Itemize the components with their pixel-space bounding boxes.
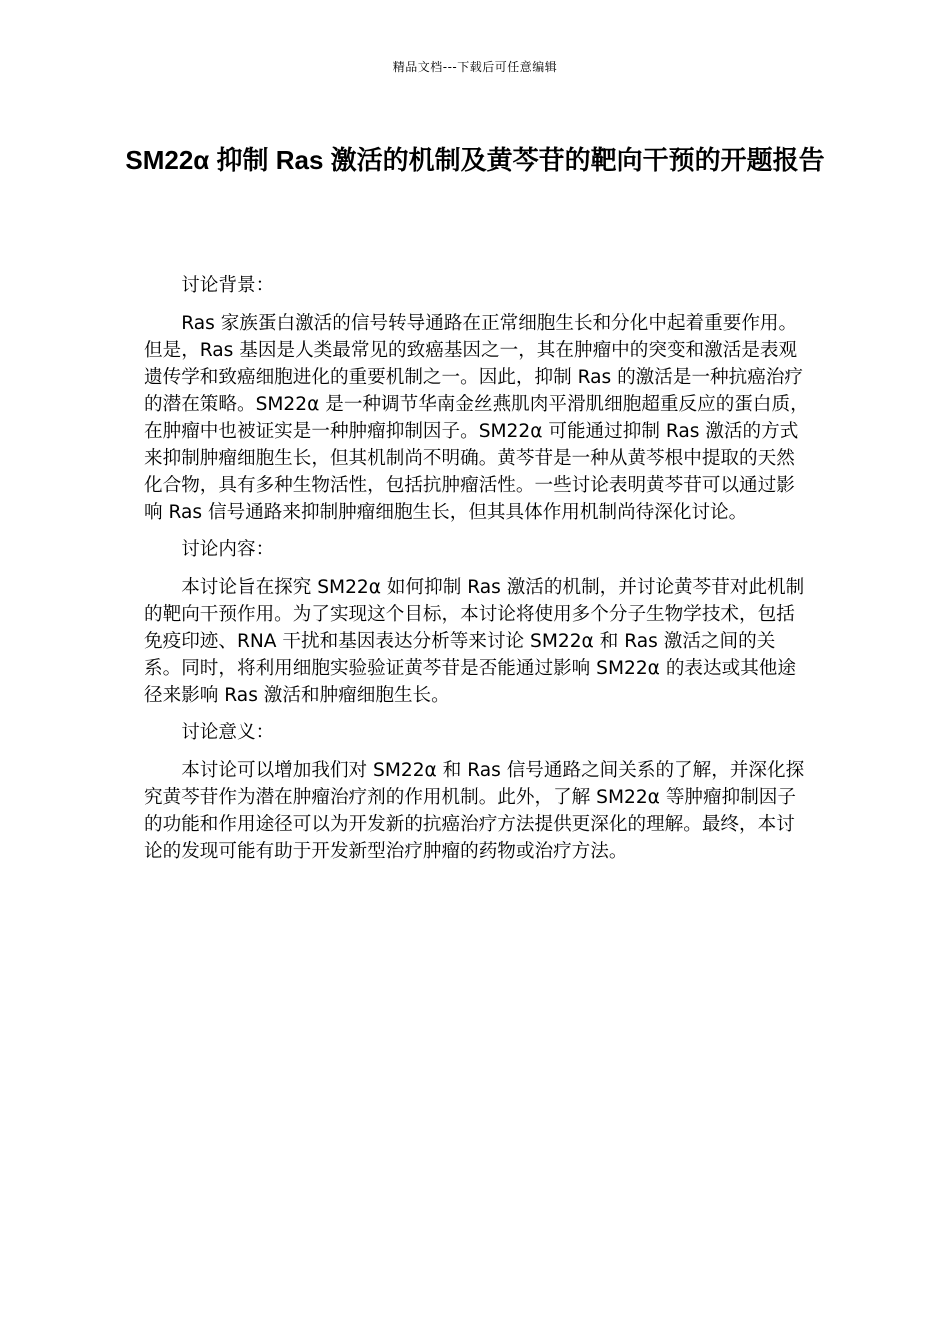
- section-heading-significance: 讨论意义：: [181, 722, 275, 743]
- section-heading-content: 讨论内容：: [181, 539, 275, 560]
- page-header: 精品文档---下载后可任意编辑: [392, 60, 558, 74]
- section-body-significance: 本讨论可以增加我们对 SM22α 和 Ras 信号通路之间关系的了解，并深化探究黄芩苷作为潜在肿瘤治疗剂的作用机制。此外，了解 SM22α 等肿瘤抑制因子的功能和作用途径可以为开发新的抗癌治疗方法提供更深化的理解。最终，本讨论的发现可能有助于开发新型治疗肿瘤的药物或治疗方法。: [144, 760, 805, 862]
- section-heading-background: 讨论背景：: [181, 275, 275, 296]
- document-body: [144, 272, 810, 875]
- section-body-background: Ras 家族蛋白激活的信号转导通路在正常细胞生长和分化中起着重要作用。但是，Ras 基因是人类最常见的致癌基因之一，其在肿瘤中的突变和激活是表观遗传学和致癌细胞进化的重要机制之一。因此，抑制 Ras 的激活是一种抗癌治疗的潜在策略。SM22α 是一种调节华南金丝燕肌肉平滑肌细胞超重反应的蛋白质，在肿瘤中也被证实是一种肿瘤抑制因子。SM22α 可能通过抑制 Ras 激活的方式来抑制肿瘤细胞生长，但其机制尚不明确。黄芩苷是一种从黄芩根中提取的天然化合物，具有多种生物活性，包括抗肿瘤活性。一些讨论表明黄芩苷可以通过影响 Ras 信号通路来抑制肿瘤细胞生长，但其具体作用机制尚待深化讨论。: [144, 313, 809, 523]
- document-title: SM22α 抑制 Ras 激活的机制及黄芩苷的靶向干预的开题报告: [125, 145, 825, 175]
- section-body-content: 本讨论旨在探究 SM22α 如何抑制 Ras 激活的机制，并讨论黄芩苷对此机制的靶向干预作用。为了实现这个目标，本讨论将使用多个分子生物学技术，包括免疫印迹、RNA 干扰和基因表达分析等来讨论 SM22α 和 Ras 激活之间的关系。同时，将利用细胞实验验证黄芩苷是否能通过影响 SM22α 的表达或其他途径来影响 Ras 激活和肿瘤细胞生长。: [144, 577, 805, 706]
